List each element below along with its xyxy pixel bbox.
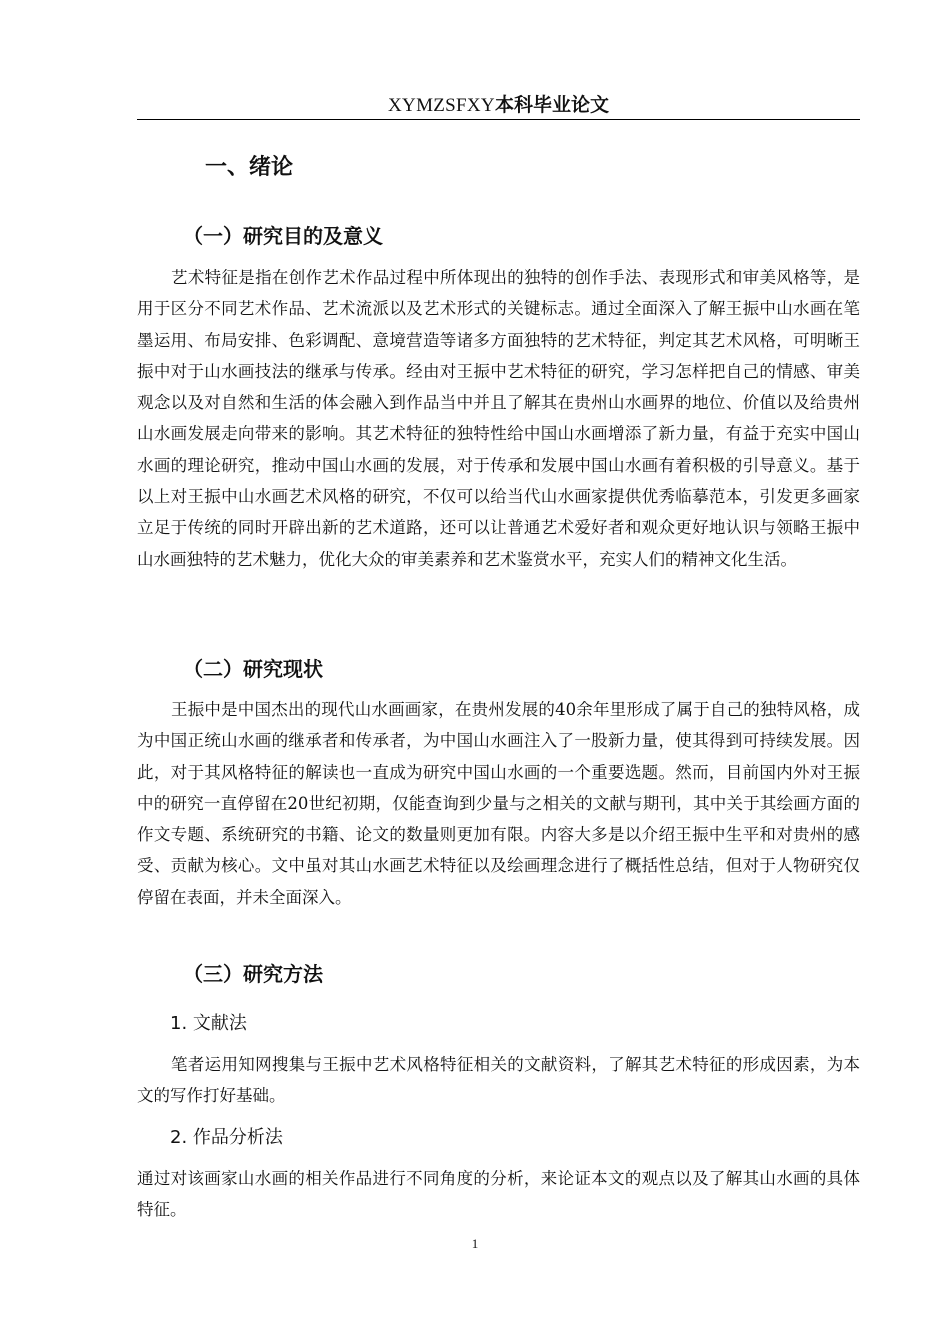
section-title-status: （二）研究现状: [183, 657, 323, 681]
page-header: [137, 92, 860, 120]
method-paragraph-literature: 笔者运用知网搜集与王振中艺术风格特征相关的文献资料，了解其艺术特征的形成因素，为本文的写作打好基础。: [137, 1055, 860, 1106]
section-paragraph-status: 王振中是中国杰出的现代山水画画家，在贵州发展的40余年里形成了属于自己的独特风格，成为中国正统山水画的继承者和传承者，为中国山水画注入了一股新力量，使其得到可持续发展。因此，对于其风格特征的解读也一直成为研究中国山水画的一个重要选题。然而，目前国内外对王振中的研究一直停留在20世纪初期，仅能查询到少量与之相关的文献与期刊，其中关于其绘画方面的作文专题、系统研究的书籍、论文的数量则更加有限。内容大多是以介绍王振中生平和对贵州的感受、贡献为核心。文中虽对其山水画艺术特征以及绘画理念进行了概括性总结，但对于人物研究仅停留在表面，并未全面深入。: [137, 700, 860, 907]
method-title-analysis: 2. 作品分析法: [170, 1127, 283, 1148]
header-code: XYMZSFXY: [388, 95, 495, 116]
header-label: 本科毕业论文: [494, 94, 609, 116]
page-number: 1: [471, 1236, 479, 1251]
section-title-purpose: （一）研究目的及意义: [183, 224, 383, 248]
method-paragraph-analysis: 通过对该画家山水画的相关作品进行不同角度的分析，来论证本文的观点以及了解其山水画的具体特征。: [137, 1169, 860, 1220]
section-title-methods: （三）研究方法: [183, 962, 323, 986]
method-title-literature: 1. 文献法: [170, 1013, 247, 1034]
section-paragraph-purpose: 艺术特征是指在创作艺术作品过程中所体现出的独特的创作手法、表现形式和审美风格等，是用于区分不同艺术作品、艺术流派以及艺术形式的关键标志。通过全面深入了解王振中山水画在笔墨运用、布局安排、色彩调配、意境营造等诸多方面独特的艺术特征，判定其艺术风格，可明晰王振中对于山水画技法的继承与传承。经由对王振中艺术特征的研究，学习怎样把自己的情感、审美观念以及对自然和生活的体会融入到作品当中并且了解其在贵州山水画界的地位、价值以及给贵州山水画发展走向带来的影响。其艺术特征的独特性给中国山水画增添了新力量，有益于充实中国山水画的理论研究，推动中国山水画的发展，对于传承和发展中国山水画有着积极的引导意义。基于以上对王振中山水画艺术风格的研究，不仅可以给当代山水画家提供优秀临摹范本，引发更多画家立足于传统的同时开辟出新的艺术道路，还可以让普通艺术爱好者和观众更好地认识与领略王振中山水画独特的艺术魅力，优化大众的审美素养和艺术鉴赏水平，充实人们的精神文化生活。: [137, 268, 860, 569]
chapter-title: 一、绪论: [205, 155, 294, 180]
